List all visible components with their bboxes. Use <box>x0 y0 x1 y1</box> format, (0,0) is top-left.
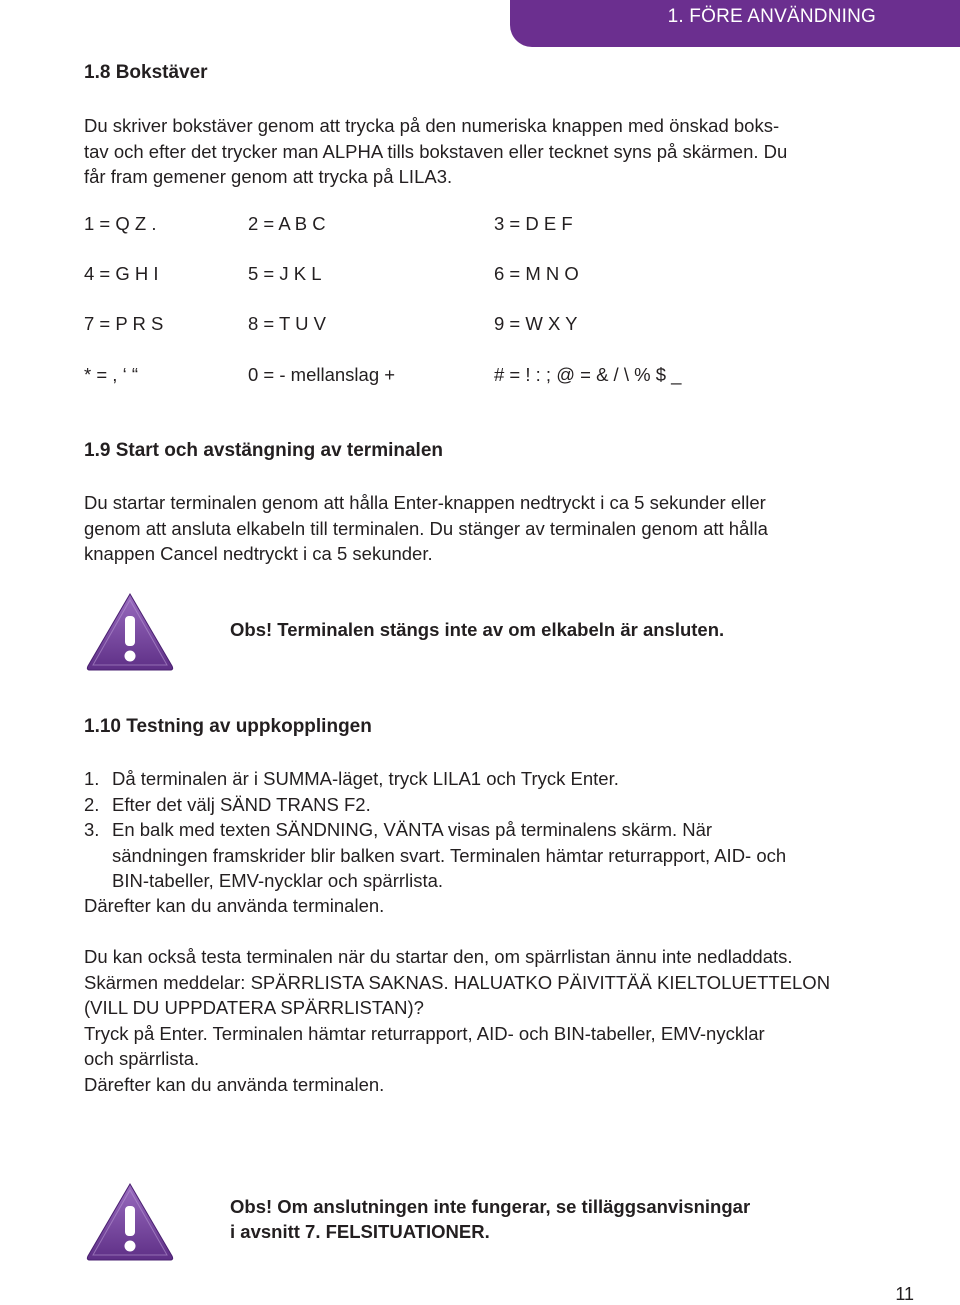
warning-triangle-icon <box>84 590 176 672</box>
paragraph-line: Du skriver bokstäver genom att trycka på den numeriska knappen med önskad boks- <box>84 115 780 136</box>
warning-note-connection <box>230 1194 750 1244</box>
paragraph-line: Du kan också testa terminalen när du startar den, om spärrlistan ännu inte nedladdats. <box>84 946 793 967</box>
key-map-row <box>84 364 884 390</box>
key-map-cell: 7 = P R S <box>84 313 164 334</box>
warning-note-power <box>230 617 724 642</box>
paragraph-line: Skärmen meddelar: SPÄRRLISTA SAKNAS. HALUATKO PÄIVITTÄÄ KIELTOLUETTELON <box>84 971 831 993</box>
step-text: En balk med texten SÄNDNING, VÄNTA visas på terminalens skärm. När <box>112 819 713 840</box>
key-map-row <box>84 313 884 339</box>
start-stop-paragraph <box>84 490 768 567</box>
step-number: 1. <box>84 768 100 789</box>
key-map-cell: 9 = W X Y <box>494 313 578 334</box>
chapter-header-tab <box>510 0 960 47</box>
paragraph-line: (VILL DU UPPDATERA SPÄRRLISTAN)? <box>84 997 424 1018</box>
key-map-cell: 0 = - mellanslag + <box>248 364 396 385</box>
key-map-cell: 1 = Q Z . <box>84 213 157 234</box>
key-map-cell: 4 = G H I <box>84 263 159 284</box>
letters-paragraph <box>84 113 787 190</box>
page-number: 11 <box>895 1284 914 1304</box>
paragraph-line: Du startar terminalen genom att hålla Enter-knappen nedtryckt i ca 5 sekunder eller <box>84 492 766 513</box>
key-map-row <box>84 263 884 289</box>
paragraph-line: Därefter kan du använda terminalen. <box>84 895 385 916</box>
paragraph-line: tav och efter det trycker man ALPHA tills bokstaven eller tecknet syns på skärmen. Du <box>84 140 788 162</box>
key-map-cell: 5 = J K L <box>248 263 322 284</box>
steps-list <box>84 766 786 894</box>
list-item <box>84 766 786 792</box>
connection-test-paragraph <box>84 944 830 1097</box>
paragraph-line: Tryck på Enter. Terminalen hämtar returrapport, AID- och BIN-tabeller, EMV-nycklar <box>84 1022 765 1044</box>
warning-triangle-icon <box>84 1180 176 1262</box>
step-text: BIN-tabeller, EMV-nycklar och spärrlista. <box>112 870 444 891</box>
step-text: sändningen framskrider blir balken svart. Terminalen hämtar returrapport, AID- och <box>112 844 787 866</box>
paragraph-line: Därefter kan du använda terminalen. <box>84 1073 385 1095</box>
paragraph-line: får fram gemener genom att trycka på LILA3. <box>84 166 453 187</box>
step-text: Då terminalen är i SUMMA-läget, tryck LILA1 och Tryck Enter. <box>112 768 619 789</box>
list-item <box>84 792 786 818</box>
key-map-cell: 2 = A B C <box>248 213 326 234</box>
chapter-title: 1. FÖRE ANVÄNDNING <box>667 6 876 27</box>
after-steps-text <box>84 893 384 919</box>
paragraph-line: genom att ansluta elkabeln till terminalen. Du stänger av terminalen genom att hålla <box>84 517 768 539</box>
key-map-cell: * = , ‘ “ <box>84 364 138 385</box>
list-item <box>84 817 786 894</box>
warning-text: Obs! Terminalen stängs inte av om elkabeln är ansluten. <box>230 619 725 640</box>
key-map-cell: 8 = T U V <box>248 313 326 334</box>
warning-text: Obs! Om anslutningen inte fungerar, se tilläggsanvisningar <box>230 1196 751 1217</box>
step-text: Efter det välj SÄND TRANS F2. <box>112 793 371 815</box>
section-title-connection-test: 1.10 Testning av uppkopplingen <box>84 716 372 737</box>
step-number: 3. <box>84 819 100 840</box>
warning-text: i avsnitt 7. FELSITUATIONER. <box>230 1221 490 1242</box>
key-map-cell: 6 = M N O <box>494 263 579 284</box>
paragraph-line: knappen Cancel nedtryckt i ca 5 sekunder. <box>84 543 433 564</box>
section-title-start-stop: 1.9 Start och avstängning av terminalen <box>84 440 443 461</box>
section-title-letters: 1.8 Bokstäver <box>84 62 208 83</box>
key-map-cell: 3 = D E F <box>494 213 573 234</box>
key-map-row <box>84 213 884 239</box>
key-map-cell: # = ! : ; @ = & / \ % $ _ <box>494 364 682 385</box>
paragraph-line: och spärrlista. <box>84 1048 200 1069</box>
step-number: 2. <box>84 793 100 815</box>
